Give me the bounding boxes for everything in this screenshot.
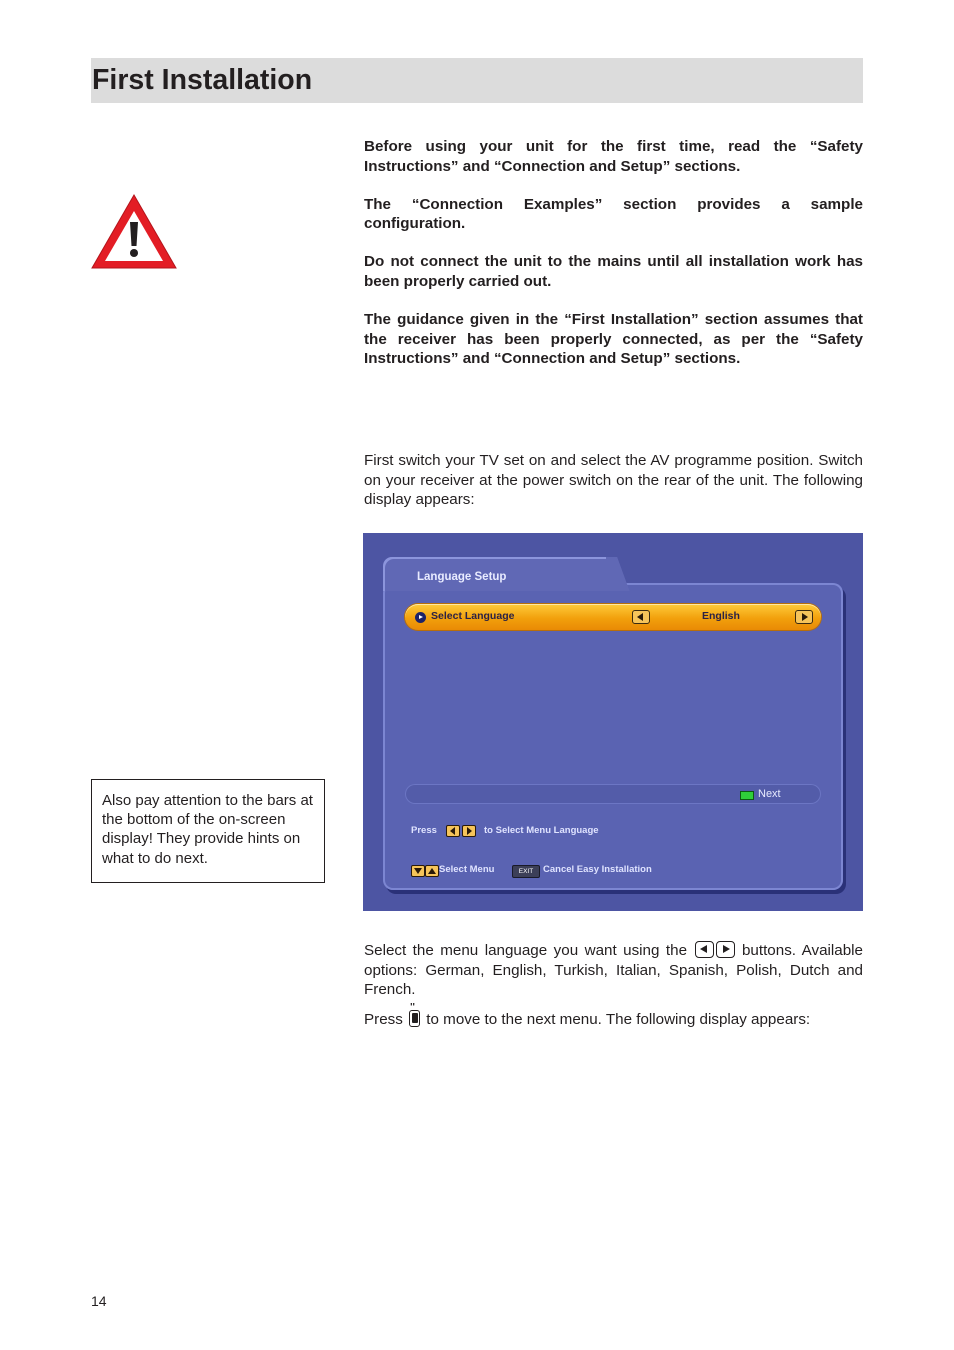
switch-on-paragraph: First switch your TV set on and select the AV programme position. Switch on your receiver at the power switch on the rear of the unit. The following display appears: xyxy=(364,452,863,509)
press-hint: to Select Menu Language xyxy=(484,825,599,836)
bullet-icon xyxy=(415,612,426,623)
row-value: English xyxy=(702,610,740,622)
menu-tab-slope xyxy=(606,557,636,591)
language-text-before: Select the menu language you want using the xyxy=(364,942,688,959)
language-setup-screen xyxy=(363,533,863,911)
press-paragraph xyxy=(364,1010,863,1030)
panel-title: Language Setup xyxy=(417,571,507,583)
cancel-label: Cancel Easy Installation xyxy=(543,864,652,875)
warning-triangle-icon xyxy=(90,192,178,270)
up-key-icon xyxy=(425,865,439,877)
status-hint-bar xyxy=(405,784,821,804)
left-arrow-icon xyxy=(695,941,714,958)
intro-paragraph-guidance: The guidance given in the “First Installation” section assumes that the receiver has been properly connected, as per the “Safety Instructions” and “Connection and Setup” sections. xyxy=(364,311,863,368)
press-text-before: Press xyxy=(364,1011,403,1028)
language-paragraph xyxy=(364,941,863,1000)
right-arrow-icon xyxy=(716,941,735,958)
right-key-icon xyxy=(462,825,476,837)
page-title: First Installation xyxy=(92,64,313,96)
header-bar xyxy=(91,58,863,103)
press-text-after: to move to the next menu. The following display appears: xyxy=(426,1011,811,1028)
exit-key-icon: EXIT xyxy=(512,865,540,878)
right-arrow-key-icon[interactable] xyxy=(795,610,813,624)
next-label: Next xyxy=(758,788,781,800)
intro-paragraph-mains: Do not connect the unit to the mains until all installation work has been properly carried out. xyxy=(364,253,863,290)
language-text-after: buttons. Available options: German, English, Turkish, Italian, Spanish, Polish, Dutch and French. xyxy=(364,942,863,999)
intro-section xyxy=(364,137,863,387)
select-menu-label: Select Menu xyxy=(439,864,495,875)
intro-paragraph-safety: Before using your unit for the first time, read the “Safety Instructions” and “Connection and Setup” sections. xyxy=(364,138,863,175)
left-key-icon xyxy=(446,825,460,837)
hint-box: Also pay attention to the bars at the bottom of the on-screen display! They provide hints on what to do next. xyxy=(91,779,325,883)
intro-paragraph-examples: The “Connection Examples” section provides a sample configuration. xyxy=(364,195,863,233)
press-label: Press xyxy=(411,825,437,836)
page-number: 14 xyxy=(91,1293,107,1309)
green-remote-key-icon xyxy=(409,1010,420,1027)
left-arrow-key-icon[interactable] xyxy=(632,610,650,624)
down-key-icon xyxy=(411,865,425,877)
row-label: Select Language xyxy=(431,610,515,622)
green-key-icon xyxy=(740,791,754,800)
select-language-row[interactable] xyxy=(405,604,821,630)
